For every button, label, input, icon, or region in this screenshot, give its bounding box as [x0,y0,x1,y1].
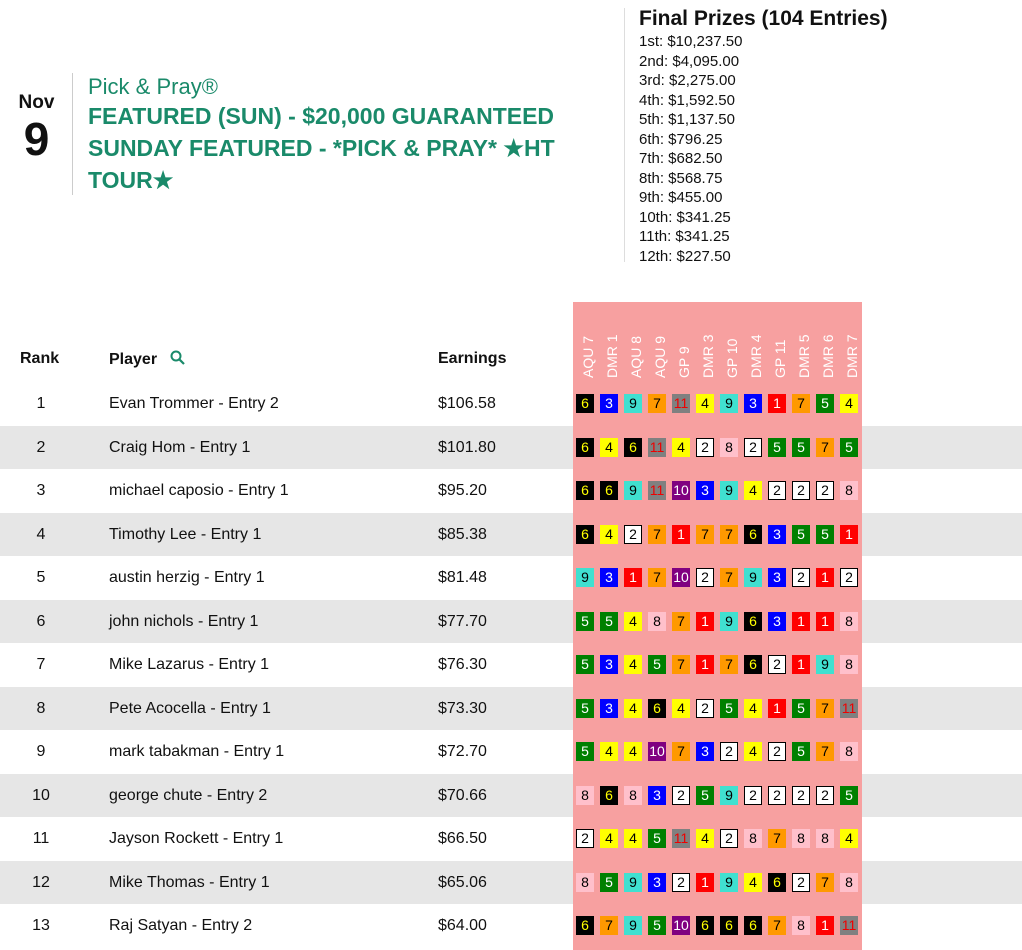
earnings-cell: $101.80 [438,438,496,456]
pick-saddlecloth: 2 [696,438,714,457]
pick-saddlecloth: 2 [768,655,786,674]
pick-saddlecloth: 7 [792,394,810,413]
pick-saddlecloth: 5 [840,438,858,457]
rank-cell: 6 [36,612,46,630]
earnings-cell: $73.30 [438,699,487,717]
pick-saddlecloth: 5 [648,829,666,848]
pick-saddlecloth: 3 [600,699,618,718]
pick-saddlecloth: 2 [816,481,834,500]
pick-saddlecloth: 1 [696,655,714,674]
pick-saddlecloth: 2 [792,873,810,892]
pick-saddlecloth: 7 [672,612,690,631]
pick-saddlecloth: 4 [744,699,762,718]
pick-saddlecloth: 8 [720,438,738,457]
pick-saddlecloth: 5 [576,612,594,631]
rank-cell: 8 [36,699,46,717]
pick-saddlecloth: 8 [840,481,858,500]
pick-saddlecloth: 10 [673,917,689,933]
pick-saddlecloth: 9 [624,873,642,892]
pick-saddlecloth: 5 [792,438,810,457]
pick-saddlecloth: 5 [576,699,594,718]
player-name: Timothy Lee - Entry 1 [109,525,262,543]
pick-saddlecloth: 6 [576,481,594,500]
pick-saddlecloth: 8 [816,829,834,848]
player-header-label: Player [109,351,158,369]
pick-saddlecloth: 9 [720,481,738,500]
table-row[interactable] [0,861,1022,905]
pick-saddlecloth: 2 [672,873,690,892]
pick-saddlecloth: 9 [720,873,738,892]
pick-saddlecloth: 9 [624,481,642,500]
rank-cell: 1 [36,395,46,412]
pick-saddlecloth: 4 [600,829,618,848]
pick-saddlecloth: 2 [840,568,858,587]
pick-saddlecloth: 4 [600,438,618,457]
pick-saddlecloth: 7 [600,916,618,935]
pick-saddlecloth: 4 [624,612,642,631]
earnings-cell: $81.48 [438,569,487,586]
pick-saddlecloth: 2 [816,786,834,805]
picks-cell [573,600,862,644]
race-header-label: AQU 8 [628,335,644,378]
player-name: Raj Satyan - Entry 2 [109,917,253,934]
pick-saddlecloth: 8 [648,612,666,631]
picks-cell [573,774,862,818]
prize-item: 6th: $796.25 [639,130,723,148]
race-header-label: DMR 6 [820,334,836,378]
pick-saddlecloth: 2 [792,481,810,500]
table-row[interactable] [0,469,1022,513]
earnings-cell: $85.38 [438,525,487,543]
rank-cell: 7 [36,656,46,673]
pick-saddlecloth: 8 [840,742,858,761]
prize-list [639,32,888,266]
pick-saddlecloth: 4 [672,438,690,457]
pick-saddlecloth: 1 [840,525,858,544]
pick-saddlecloth: 4 [624,742,642,761]
pick-saddlecloth: 7 [768,916,786,935]
pick-saddlecloth: 8 [792,829,810,848]
pick-saddlecloth: 11 [673,395,689,411]
pick-saddlecloth: 4 [744,873,762,892]
pick-saddlecloth: 5 [576,742,594,761]
picks-cell [573,513,862,557]
pick-saddlecloth: 3 [600,394,618,413]
pick-saddlecloth: 7 [816,699,834,718]
pick-saddlecloth: 4 [840,394,858,413]
pick-saddlecloth: 5 [816,394,834,413]
pick-saddlecloth: 5 [600,873,618,892]
pick-saddlecloth: 6 [576,394,594,413]
pick-saddlecloth: 5 [840,786,858,805]
pick-saddlecloth: 9 [624,394,642,413]
pick-saddlecloth: 3 [648,786,666,805]
pick-saddlecloth: 2 [720,742,738,761]
pick-saddlecloth: 2 [696,699,714,718]
pick-saddlecloth: 3 [696,742,714,761]
prize-item: 10th: $341.25 [639,208,731,226]
rank-cell: 13 [32,917,50,934]
pick-saddlecloth: 5 [576,655,594,674]
pick-saddlecloth: 3 [600,655,618,674]
earnings-cell: $64.00 [438,917,487,934]
pick-saddlecloth: 6 [744,655,762,674]
pick-saddlecloth: 8 [576,786,594,805]
player-name: michael caposio - Entry 1 [109,482,289,499]
pick-saddlecloth: 5 [816,525,834,544]
player-name: austin herzig - Entry 1 [109,569,265,586]
race-header [816,302,840,382]
pick-saddlecloth: 6 [600,481,618,500]
pick-saddlecloth: 9 [720,612,738,631]
picks-cell [573,556,862,600]
pick-saddlecloth: 8 [744,829,762,848]
rank-cell: 11 [32,830,50,847]
race-header [696,302,720,382]
player-name: john nichols - Entry 1 [109,612,259,630]
race-header-label: GP 11 [772,339,788,378]
prize-item: 11th: $341.25 [639,228,730,245]
race-header-label: DMR 5 [796,334,812,378]
pick-saddlecloth: 11 [649,438,665,455]
pick-saddlecloth: 7 [648,525,666,544]
pick-saddlecloth: 6 [720,916,738,935]
pick-saddlecloth: 6 [624,438,642,457]
race-header-label: DMR 3 [700,334,716,378]
picks-cell [573,426,862,470]
pick-saddlecloth: 9 [624,916,642,935]
divider [72,73,73,195]
pick-saddlecloth: 4 [696,394,714,413]
prize-item: 4th: $1,592.50 [639,91,735,109]
pick-saddlecloth: 1 [696,612,714,631]
search-icon[interactable] [170,350,185,370]
prize-item: 12th: $227.50 [639,247,731,265]
pick-saddlecloth: 9 [816,655,834,674]
pick-saddlecloth: 6 [744,525,762,544]
table-row[interactable] [0,426,1022,470]
prize-item: 2nd: $4,095.00 [639,52,740,70]
pick-saddlecloth: 8 [792,916,810,935]
table-header [0,302,1022,382]
picks-cell [573,687,862,731]
pick-saddlecloth: 6 [768,873,786,892]
table-row[interactable] [0,774,1022,818]
picks-cell [573,861,862,905]
pick-saddlecloth: 8 [840,612,858,631]
event-month: Nov [18,92,55,113]
pick-saddlecloth: 6 [648,699,666,718]
race-header-label: AQU 9 [652,335,668,378]
earnings-cell: $77.70 [438,612,487,630]
event-subtitle: Pick & Pray® [88,74,218,99]
race-header-label: DMR 4 [748,334,764,378]
pick-saddlecloth: 8 [576,873,594,892]
race-header-label: AQU 7 [580,335,596,378]
event-title-block [88,74,588,196]
pick-saddlecloth: 4 [840,829,858,848]
prizes-heading: Final Prizes (104 Entries) [639,7,888,30]
pick-saddlecloth: 4 [672,699,690,718]
pick-saddlecloth: 2 [744,786,762,805]
table-row[interactable] [0,817,1022,861]
pick-saddlecloth: 9 [744,568,762,587]
rank-cell: 10 [32,786,50,804]
pick-saddlecloth: 2 [768,481,786,500]
pick-saddlecloth: 4 [600,525,618,544]
player-name: Jayson Rockett - Entry 1 [109,830,284,847]
pick-saddlecloth: 2 [768,742,786,761]
pick-saddlecloth: 5 [768,438,786,457]
pick-saddlecloth: 4 [696,829,714,848]
pick-saddlecloth: 5 [792,525,810,544]
table-row[interactable] [0,382,1022,426]
pick-saddlecloth: 2 [744,438,762,457]
pick-saddlecloth: 7 [648,568,666,587]
pick-saddlecloth: 1 [624,568,642,587]
pick-saddlecloth: 10 [673,482,689,498]
race-header [720,302,744,382]
player-name: Craig Hom - Entry 1 [109,438,251,456]
pick-saddlecloth: 7 [672,655,690,674]
earnings-cell: $72.70 [438,743,487,760]
earnings-cell: $106.58 [438,395,496,412]
race-header-label: GP 10 [724,338,740,378]
pick-saddlecloth: 10 [673,569,689,585]
rank-cell: 9 [36,743,46,760]
pick-saddlecloth: 1 [672,525,690,544]
race-header [576,302,600,382]
pick-saddlecloth: 6 [744,612,762,631]
pick-saddlecloth: 5 [696,786,714,805]
event-date [0,92,73,165]
race-header [792,302,816,382]
earnings-cell: $70.66 [438,786,487,804]
pick-saddlecloth: 7 [768,829,786,848]
pick-saddlecloth: 6 [576,438,594,457]
race-header-label: DMR 7 [844,334,860,378]
pick-saddlecloth: 9 [576,568,594,587]
picks-cell [573,469,862,513]
earnings-cell: $66.50 [438,830,487,847]
pick-saddlecloth: 4 [624,655,642,674]
table-row[interactable] [0,556,1022,600]
race-header [672,302,696,382]
player-name: mark tabakman - Entry 1 [109,743,285,760]
table-row[interactable] [0,687,1022,731]
player-header[interactable] [109,350,185,370]
race-header [648,302,672,382]
pick-saddlecloth: 3 [744,394,762,413]
pick-saddlecloth: 1 [816,916,834,935]
pick-saddlecloth: 7 [672,742,690,761]
rank-header[interactable]: Rank [20,350,60,367]
prize-item: 5th: $1,137.50 [639,111,735,128]
pick-saddlecloth: 9 [720,786,738,805]
race-header-label: DMR 1 [604,334,620,378]
picks-cell [573,817,862,861]
pick-saddlecloth: 6 [576,916,594,935]
pick-saddlecloth: 5 [792,742,810,761]
pick-saddlecloth: 1 [816,612,834,631]
pick-saddlecloth: 4 [624,699,642,718]
race-header [744,302,768,382]
pick-saddlecloth: 7 [816,438,834,457]
pick-saddlecloth: 7 [648,394,666,413]
picks-cell [573,904,862,948]
event-day: 9 [23,113,50,165]
pick-saddlecloth: 1 [792,612,810,631]
prize-item: 9th: $455.00 [639,189,723,206]
pick-saddlecloth: 11 [649,482,665,498]
pick-saddlecloth: 3 [768,568,786,587]
pick-saddlecloth: 2 [672,786,690,805]
table-row[interactable] [0,730,1022,774]
pick-saddlecloth: 3 [768,612,786,631]
player-name: Mike Lazarus - Entry 1 [109,656,270,673]
pick-saddlecloth: 4 [744,481,762,500]
prize-item: 3rd: $2,275.00 [639,72,736,89]
pick-saddlecloth: 4 [744,742,762,761]
table-row[interactable] [0,513,1022,557]
pick-saddlecloth: 8 [840,655,858,674]
pick-saddlecloth: 1 [768,394,786,413]
pick-saddlecloth: 8 [840,873,858,892]
pick-saddlecloth: 7 [720,568,738,587]
pick-saddlecloth: 7 [696,525,714,544]
pick-saddlecloth: 3 [600,568,618,587]
pick-saddlecloth: 6 [576,525,594,544]
table-row[interactable] [0,904,1022,948]
pick-saddlecloth: 11 [673,830,689,846]
earnings-cell: $95.20 [438,482,487,499]
pick-saddlecloth: 11 [841,917,857,933]
pick-saddlecloth: 2 [768,786,786,805]
pick-saddlecloth: 5 [648,916,666,935]
divider [624,8,625,262]
race-header-label: GP 9 [676,346,692,378]
prize-item: 1st: $10,237.50 [639,33,743,50]
pick-saddlecloth: 1 [816,568,834,587]
pick-saddlecloth: 7 [816,873,834,892]
pick-saddlecloth: 5 [720,699,738,718]
player-name: Pete Acocella - Entry 1 [109,699,271,717]
table-row[interactable] [0,643,1022,687]
earnings-cell: $65.06 [438,873,487,891]
rank-cell: 2 [36,438,46,456]
earnings-cell: $76.30 [438,656,487,673]
final-prizes [639,6,888,266]
pick-saddlecloth: 1 [768,699,786,718]
pick-saddlecloth: 8 [624,786,642,805]
rank-cell: 3 [36,482,46,499]
pick-saddlecloth: 5 [792,699,810,718]
picks-cell [573,730,862,774]
pick-saddlecloth: 2 [792,568,810,587]
pick-saddlecloth: 2 [624,525,642,544]
rank-cell: 4 [36,525,46,543]
pick-saddlecloth: 2 [720,829,738,848]
pick-saddlecloth: 1 [696,873,714,892]
pick-saddlecloth: 9 [720,394,738,413]
pick-saddlecloth: 2 [576,829,594,848]
race-header [840,302,864,382]
prize-item: 7th: $682.50 [639,150,723,167]
pick-saddlecloth: 2 [792,786,810,805]
prize-item: 8th: $568.75 [639,169,723,187]
pick-saddlecloth: 11 [841,699,857,716]
pick-saddlecloth: 2 [696,568,714,587]
pick-saddlecloth: 7 [816,742,834,761]
pick-saddlecloth: 4 [600,742,618,761]
pick-saddlecloth: 7 [720,655,738,674]
pick-saddlecloth: 3 [696,481,714,500]
player-name: george chute - Entry 2 [109,786,268,804]
rank-cell: 5 [36,569,46,586]
race-header [600,302,624,382]
picks-cell [573,382,862,426]
pick-saddlecloth: 6 [744,916,762,935]
earnings-header[interactable]: Earnings [438,350,507,367]
race-header [768,302,792,382]
pick-saddlecloth: 3 [768,525,786,544]
pick-saddlecloth: 6 [696,916,714,935]
picks-cell [573,643,862,687]
event-title: FEATURED (SUN) - $20,000 GUARANTEED SUNDAY FEATURED - *PICK & PRAY* ★HT TOUR★ [88,103,555,193]
pick-saddlecloth: 10 [649,743,665,759]
pick-saddlecloth: 3 [648,873,666,892]
pick-saddlecloth: 1 [792,655,810,674]
player-name: Evan Trommer - Entry 2 [109,395,279,412]
pick-saddlecloth: 5 [648,655,666,674]
player-name: Mike Thomas - Entry 1 [109,873,270,891]
pick-saddlecloth: 5 [600,612,618,631]
race-header [624,302,648,382]
rank-cell: 12 [32,873,50,891]
pick-saddlecloth: 7 [720,525,738,544]
leaderboard-table [0,302,1022,934]
table-row[interactable] [0,600,1022,644]
pick-saddlecloth: 4 [624,829,642,848]
pick-saddlecloth: 6 [600,786,618,805]
